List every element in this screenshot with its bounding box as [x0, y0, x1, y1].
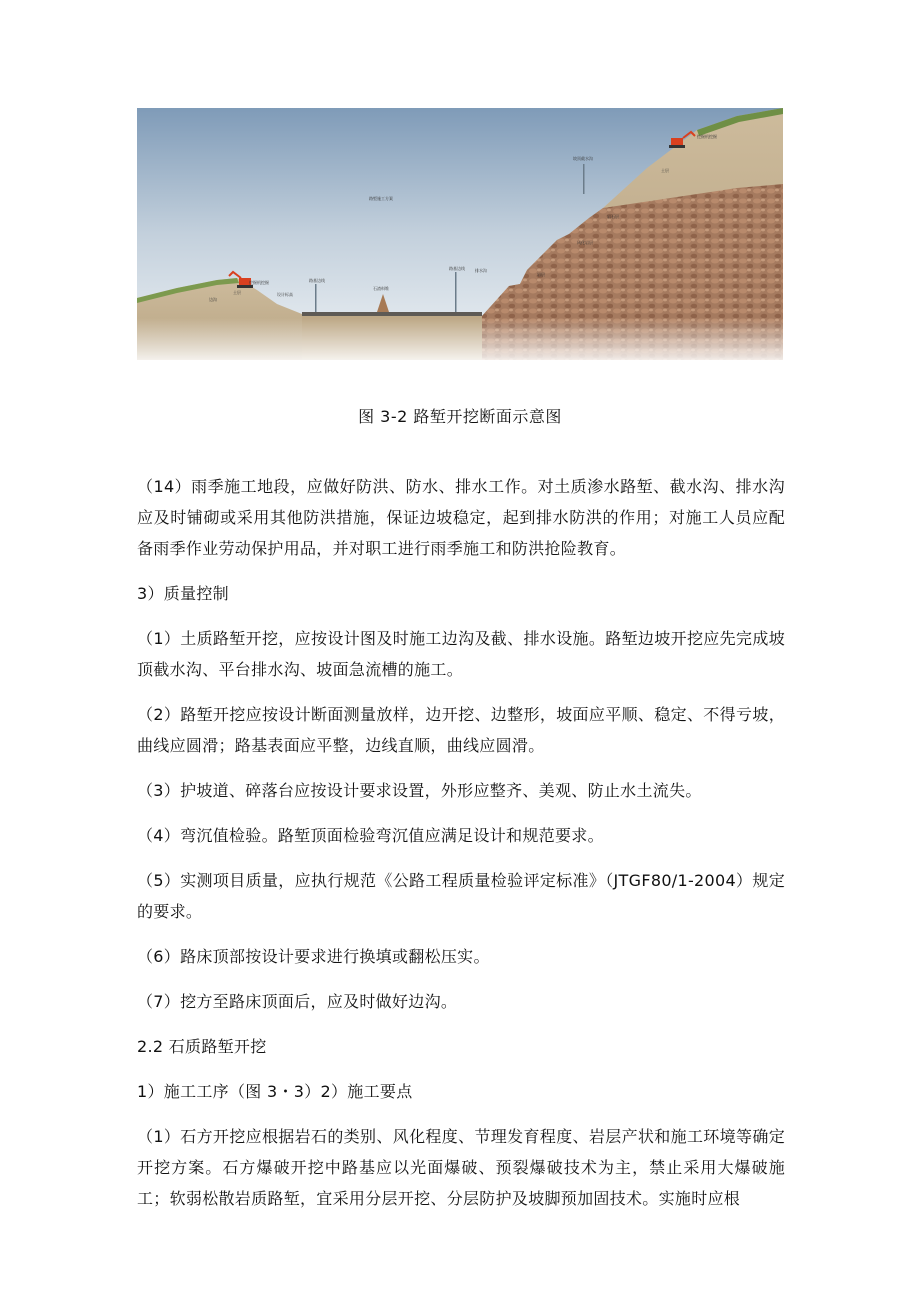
paragraph-q4: （4）弯沉值检验。路堑顶面检验弯沉值应满足设计和规范要求。 — [137, 826, 604, 845]
paragraph-s1: 1）施工工序（图 3・3）2）施工要点 — [137, 1082, 413, 1101]
label-left-stake: 设计标高 — [277, 292, 293, 297]
paragraph-q1: （1）土质路堑开挖，应按设计图及时施工边沟及截、排水设施。路堑边坡开挖应先完成坡顶截水沟、平台排水沟、坡面急流槽的施工。 — [137, 629, 785, 679]
label-center-title: 路堑施工方案 — [369, 196, 393, 201]
paragraph-q6: （6）路床顶部按设计要求进行换填或翻松压实。 — [137, 947, 490, 966]
heading-quality-control: 3）质量控制 — [137, 584, 229, 603]
label-left-slope: 土层 — [233, 290, 241, 295]
label-right-ditch: 排水沟 — [475, 268, 487, 273]
figure-caption: 图 3-2 路堑开挖断面示意图 — [358, 407, 562, 426]
label-right-equipment: 挖掘机挖掘 — [697, 134, 717, 139]
label-left-equipment: 挖掘机挖掘 — [249, 280, 269, 285]
center-marker-pole — [455, 272, 457, 312]
label-left-ditch: 边沟 — [209, 297, 217, 302]
heading-rock-cut: 2.2 石质路堑开挖 — [137, 1037, 267, 1056]
right-marker-pole — [583, 164, 585, 194]
label-rock-3: 岩层 — [537, 272, 545, 277]
label-right-marker: 路基边线 — [449, 266, 465, 271]
paragraph-q2: （2）路堑开挖应按设计断面测量放样，边开挖、边整形，坡面应平顺、稳定、不得亏坡，曲线应圆滑；路基表面应平整，边线直顺，曲线应圆滑。 — [137, 705, 785, 755]
paragraph-s2: （1）石方开挖应根据岩石的类别、风化程度、节理发育程度、岩层产状和施工环境等确定开挖方案。石方爆破开挖中路基应以光面爆破、预裂爆破技术为主，禁止采用大爆破施工；软弱松散岩质路堑，宜采用分层开挖、分层防护及坡脚预加固技术。实施时应根 — [137, 1127, 785, 1208]
left-marker-pole — [315, 284, 317, 312]
paragraph-q7: （7）挖方至路床顶面后，应及时做好边沟。 — [137, 992, 458, 1011]
label-right-soil: 土层 — [661, 168, 669, 173]
label-left-marker: 路基边线 — [309, 278, 325, 283]
paragraph-14: （14）雨季施工地段，应做好防洪、防水、排水工作。对土质渗水路堑、截水沟、排水沟应及时铺砌或采用其他防洪措施，保证边坡稳定，起到排水防洪的作用；对施工人员应配备雨季作业劳动保护用品，并对职工进行雨季施工和防洪抢险教育。 — [137, 477, 785, 558]
document-body — [137, 471, 785, 1228]
road-surface — [302, 312, 482, 316]
label-rock-1: 岩石层 — [607, 214, 619, 219]
cross-section-figure — [137, 108, 783, 360]
bottom-fade — [137, 318, 783, 360]
label-rock-2: 风化岩层 — [577, 240, 593, 245]
label-center-pile: 石渣料堆 — [373, 286, 389, 291]
paragraph-q5: （5）实测项目质量，应执行规范《公路工程质量检验评定标准》（JTGF80/1-2004）规定的要求。 — [137, 871, 785, 921]
label-right-top-marker: 坡顶截水沟 — [573, 156, 593, 161]
paragraph-q3: （3）护坡道、碎落台应按设计要求设置，外形应整齐、美观、防止水土流失。 — [137, 781, 702, 800]
